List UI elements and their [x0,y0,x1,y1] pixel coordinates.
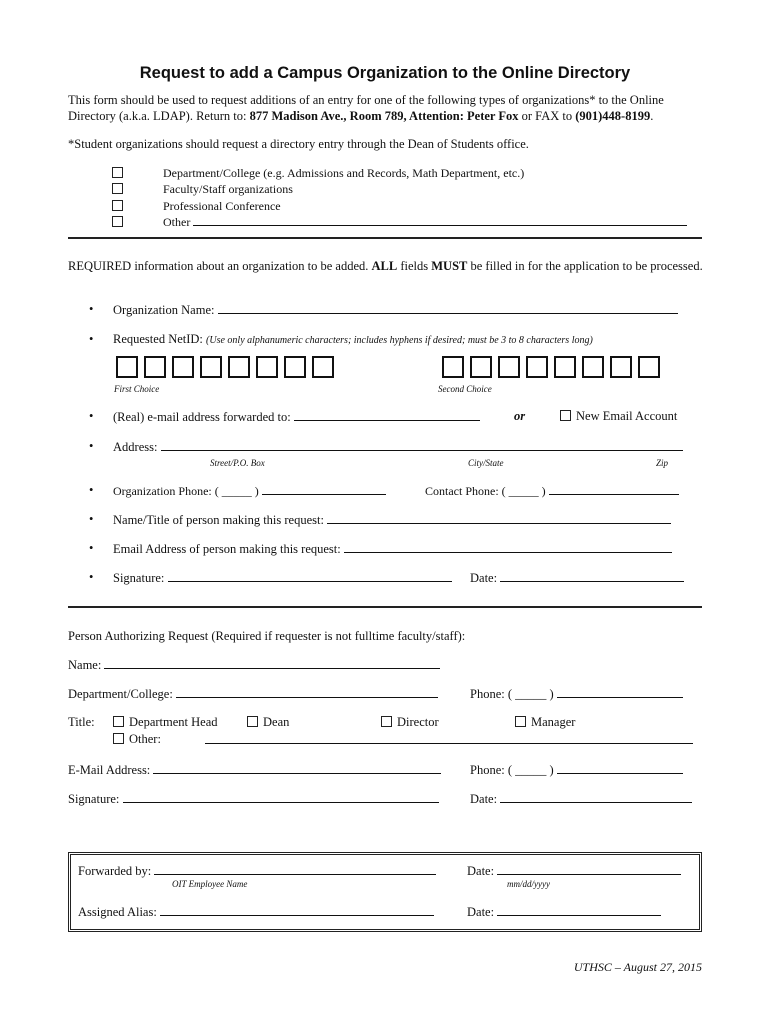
signature-row: Signature: [113,570,452,586]
checkbox[interactable] [113,716,124,727]
footer-text: UTHSC – August 27, 2015 [573,960,702,974]
forwarded-by-input[interactable] [154,863,436,875]
divider [68,237,702,239]
return-address: 877 Madison Ave., Room 789, Attention: Peter Fox [249,109,519,123]
char-box[interactable] [228,356,250,378]
assigned-alias-row: Assigned Alias: [78,904,434,920]
checkbox[interactable] [112,167,123,178]
org-name-input[interactable] [218,302,678,314]
intro-text-2: or FAX to [518,109,576,123]
auth-phone2-input[interactable] [557,762,683,774]
char-box[interactable] [610,356,632,378]
auth-signature-row: Signature: [68,791,439,807]
oit-employee-label: OIT Employee Name [172,879,248,889]
auth-date-row: Date: [470,791,692,807]
contact-phone-row: Contact Phone: ( _____ ) [425,483,679,499]
other-input[interactable] [193,214,687,226]
char-box[interactable] [554,356,576,378]
date-input[interactable] [500,570,684,582]
street-label: Street/P.O. Box [210,458,265,468]
email-person-row: Email Address of person making this request: [113,541,672,557]
intro-text-3: . [650,109,654,123]
address-input[interactable] [161,439,683,451]
assigned-alias-input[interactable] [160,904,434,916]
checkbox[interactable] [381,716,392,727]
char-box[interactable] [498,356,520,378]
student-note: *Student organizations should request a directory entry through the Dean of Students office. [68,137,529,151]
auth-signature-input[interactable] [123,791,439,803]
divider [68,606,702,608]
page-title: Request to add a Campus Organization to the Online Directory [139,64,631,82]
auth-email-input[interactable] [153,762,441,774]
char-box[interactable] [172,356,194,378]
org-type-list [112,165,687,230]
char-box[interactable] [442,356,464,378]
or-label: or [514,409,526,423]
title-option-manager[interactable]: Manager [515,715,575,730]
char-box[interactable] [638,356,660,378]
char-box[interactable] [470,356,492,378]
org-type-item[interactable]: Other [112,214,687,230]
char-box[interactable] [144,356,166,378]
char-box[interactable] [116,356,138,378]
char-box[interactable] [200,356,222,378]
first-choice-label: First Choice [114,384,160,394]
auth-dept-input[interactable] [176,686,438,698]
char-box[interactable] [582,356,604,378]
checkbox[interactable] [112,200,123,211]
date-format-label: mm/dd/yyyy [507,879,550,889]
forwarded-date-input[interactable] [497,863,681,875]
checkbox[interactable] [247,716,258,727]
org-type-item[interactable]: Professional Conference [112,198,687,214]
title-other-input[interactable] [205,732,693,744]
title-option-dept-head[interactable]: Department Head [113,715,218,730]
auth-phone2-row: Phone: ( _____ ) [470,762,683,778]
netid-first-choice-boxes[interactable] [116,356,340,378]
org-type-item[interactable]: Faculty/Staff organizations [112,181,687,197]
email-forward-row: (Real) e-mail address forwarded to: [113,409,480,425]
title-option-other[interactable]: Other: [113,732,161,747]
signature-input[interactable] [168,570,452,582]
org-phone-input[interactable] [262,483,386,495]
char-box[interactable] [284,356,306,378]
address-row: Address: [113,439,683,455]
name-title-row: Name/Title of person making this request: [113,512,671,528]
netid-row: Requested NetID: (Use only alphanumeric characters; includes hyphens if desired; must be 3 to 8 characters long) [113,332,593,346]
org-type-item[interactable]: Department/College (e.g. Admissions and Records, Math Department, etc.) [112,165,687,181]
auth-title-label: Title: [68,715,95,729]
required-note: REQUIRED information about an organization to be added. ALL fields MUST be filled in for the application to be processed. [68,259,703,273]
alias-date-row: Date: [467,904,661,920]
intro-text-1: This form should be used to request additions of an entry for one of the following types of organizations* to the Online Directory (a.k.a. LDAP). Return to: [68,93,664,123]
char-box[interactable] [256,356,278,378]
city-state-label: City/State [468,458,504,468]
title-option-director[interactable]: Director [381,715,439,730]
contact-phone-input[interactable] [549,483,679,495]
org-name-row: Organization Name: [113,302,678,318]
org-phone-row: Organization Phone: ( _____ ) [113,483,386,499]
checkbox[interactable] [112,183,123,194]
checkbox[interactable] [515,716,526,727]
auth-date-input[interactable] [500,791,692,803]
new-email-option[interactable]: New Email Account [560,409,677,424]
checkbox[interactable] [112,216,123,227]
auth-phone-input[interactable] [557,686,683,698]
alias-date-input[interactable] [497,904,661,916]
intro-paragraph [68,92,708,124]
checkbox[interactable] [113,733,124,744]
second-choice-label: Second Choice [438,384,492,394]
title-option-dean[interactable]: Dean [247,715,289,730]
checkbox[interactable] [560,410,571,421]
email-person-input[interactable] [344,541,672,553]
forwarded-date-row: Date: [467,863,681,879]
auth-dept-row: Department/College: [68,686,438,702]
auth-name-input[interactable] [104,657,440,669]
name-title-input[interactable] [327,512,671,524]
netid-second-choice-boxes[interactable] [442,356,666,378]
forwarded-by-row: Forwarded by: [78,863,436,879]
fax-number: (901)448-8199 [575,109,651,123]
auth-email-row: E-Mail Address: [68,762,441,778]
auth-name-row: Name: [68,657,440,673]
zip-label: Zip [656,458,669,468]
char-box[interactable] [526,356,548,378]
authorizing-heading: Person Authorizing Request (Required if requester is not fulltime faculty/staff): [68,629,466,643]
email-forward-input[interactable] [294,409,480,421]
date-row: Date: [470,570,684,586]
char-box[interactable] [312,356,334,378]
auth-phone-row: Phone: ( _____ ) [470,686,683,702]
